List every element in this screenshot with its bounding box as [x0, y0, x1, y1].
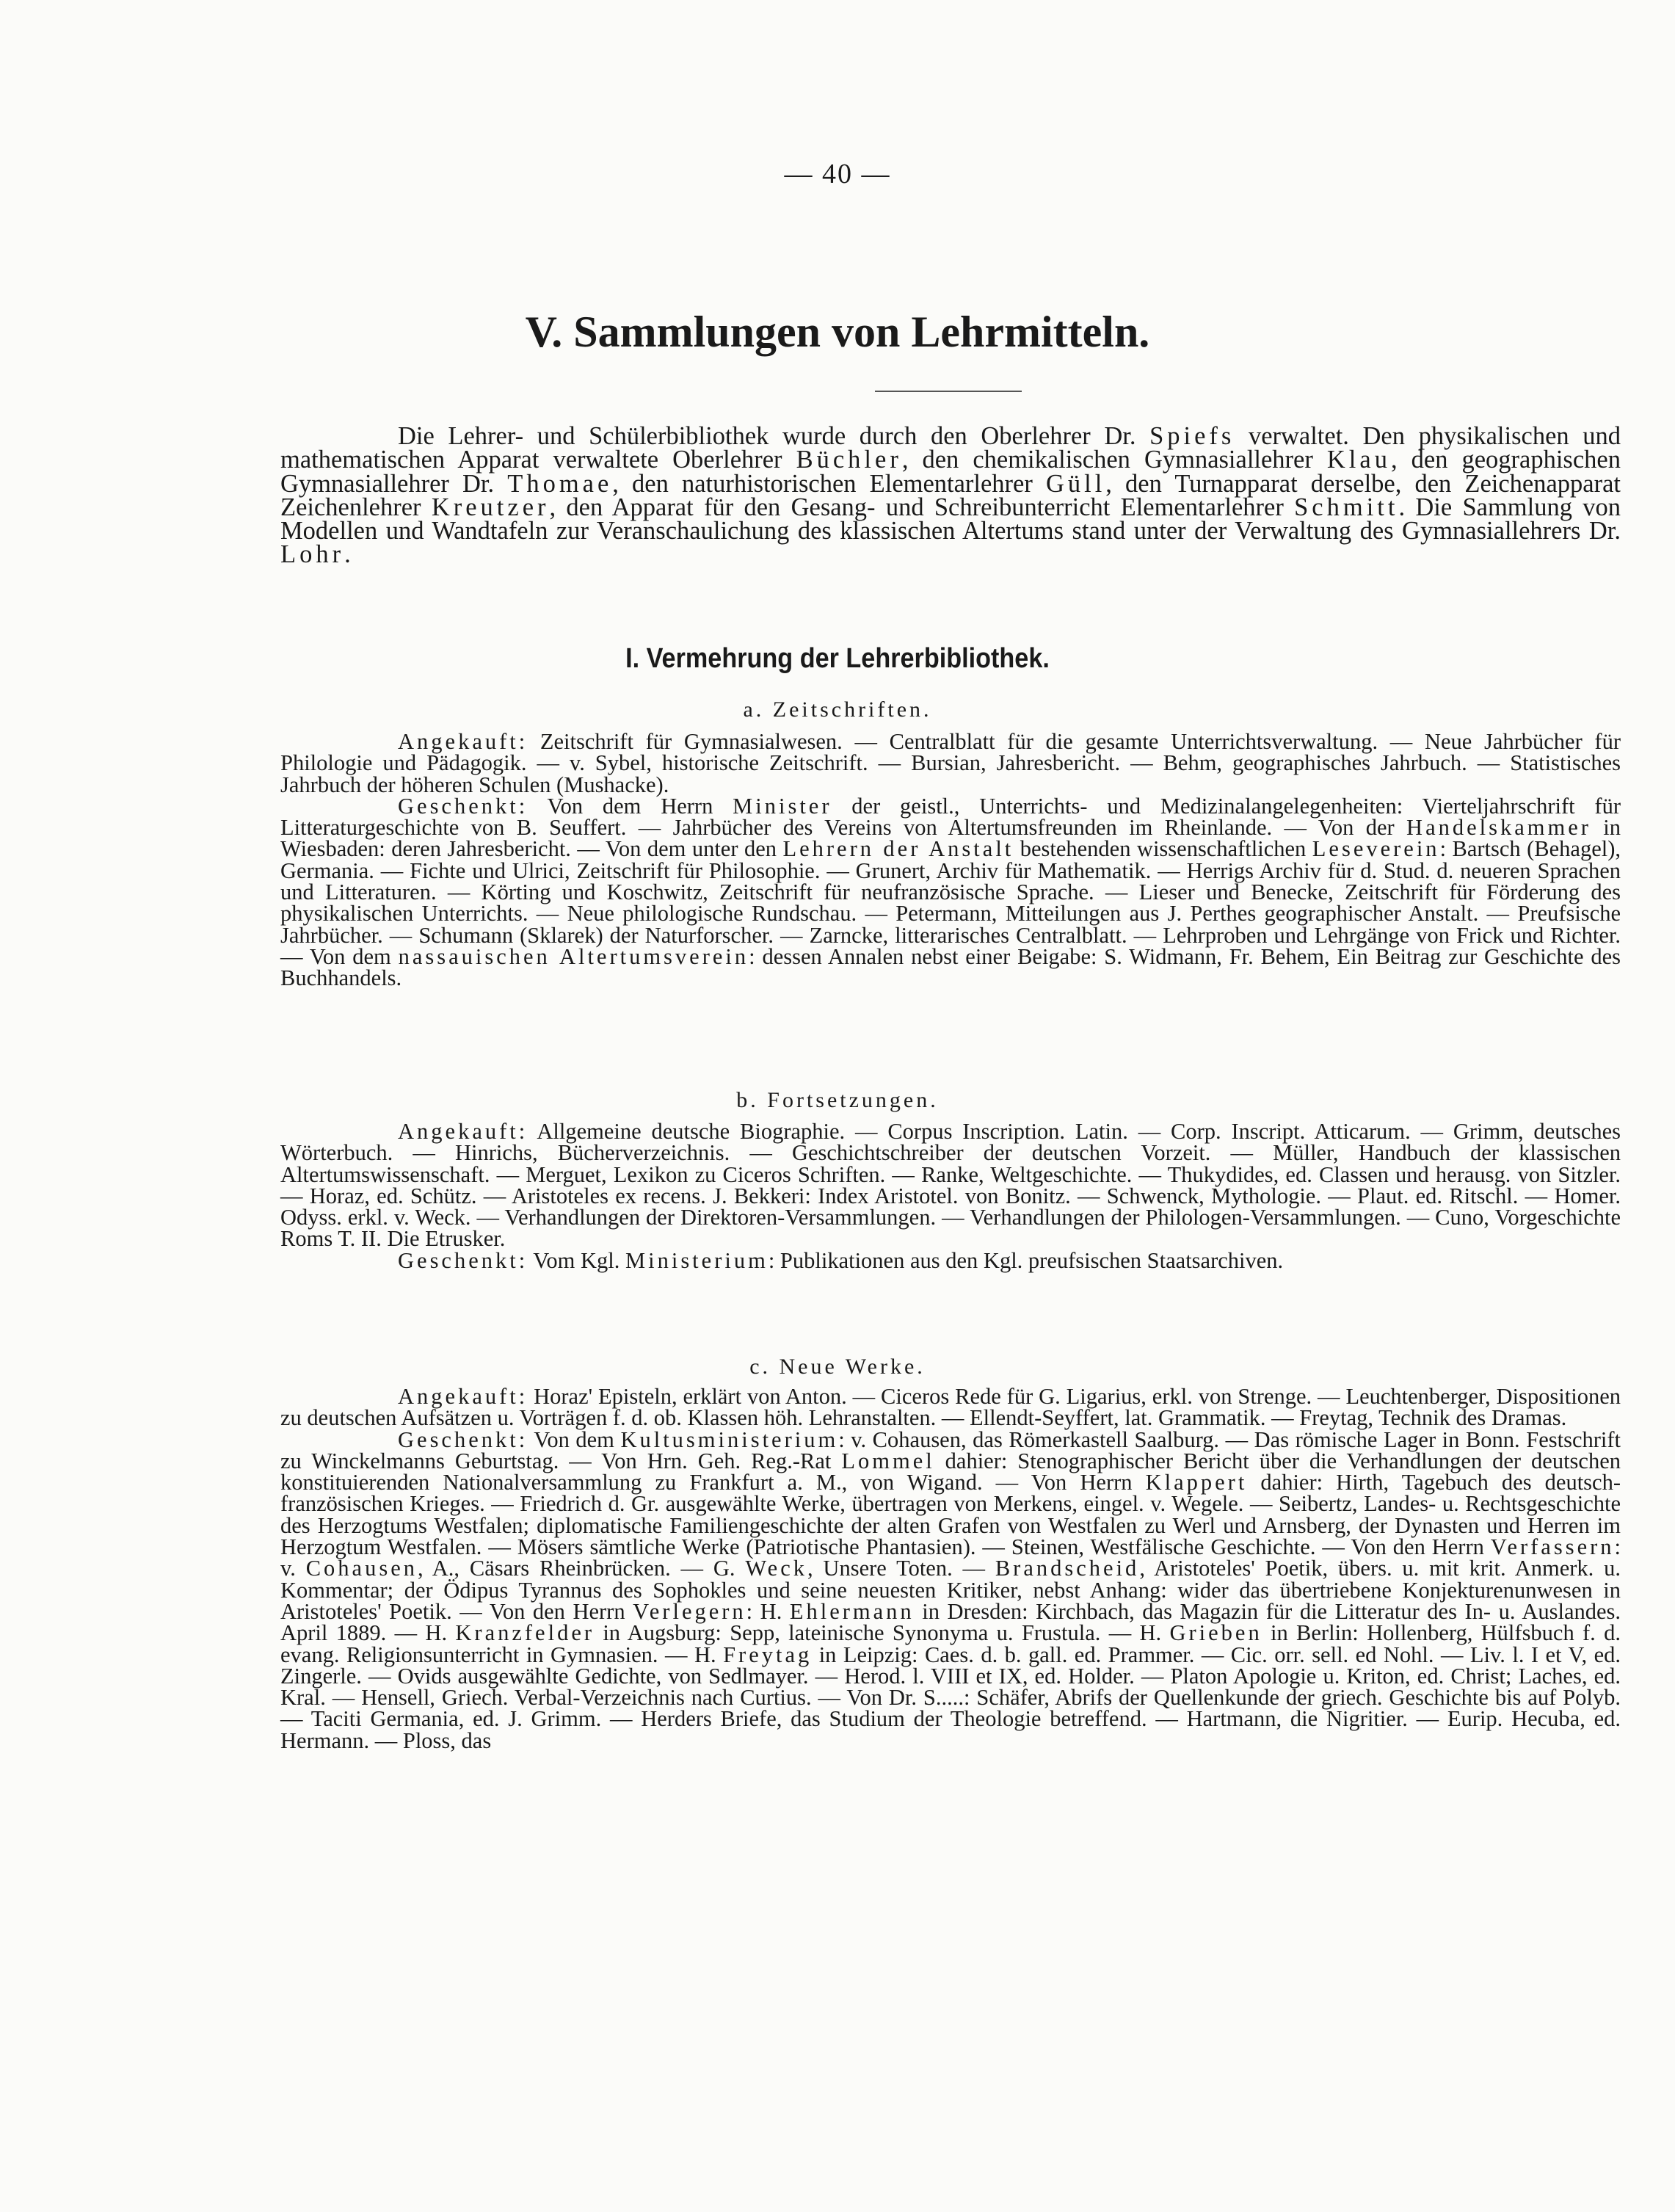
subheading-neue-werke: c. Neue Werke. [749, 1355, 926, 1379]
neue-werke-angekauft: Angekauft: Horaz' Episteln, erklärt von Anton. — Ciceros Rede für G. Ligarius, erkl. von Strenge. — Leuchtenberger, Dispositionen zu deutschen Aufsätzen u. Vorträgen f. d. ob. Klassen höh. Lehranstalten. — Ellendt-Seyffert, lat. Grammatik. — Freytag, Technik des Dramas. [280, 1384, 1621, 1431]
intro-paragraph-block [280, 424, 1621, 567]
neue-werke-geschenkt: Geschenkt: Von dem Kultusministerium: v. Cohausen, das Römerkastell Saalburg. — Das römische Lager in Bonn. Festschrift zu Winckelmanns Geburtstag. — Von Hrn. Geh. Reg.-Rat Lommel dahier: Stenographischer Bericht über die Verhandlungen der deutschen konstituierenden Nationalversammlung zu Frankfurt a. M., von Wigand. — Von Herrn Klappert dahier: Hirth, Tagebuch des deutsch-französischen Krieges. — Friedrich d. Gr. ausgewählte Werke, übertragen von Merkens, eingel. v. Wegele. — Seibertz, Landes- u. Rechtsgeschichte des Herzogtums Westfalen; diplomatische Familiengeschichte der alten Grafen von Westfalen zu Werl und Arnsberg, der Dynasten und Herren im Herzogtum Westfalen. — Mösers sämtliche Werke (Patriotische Phantasien). — Steinen, Westfälische Geschichte. — Von den Herrn Verfassern: v. Cohausen, A., Cäsars Rheinbrücken. — G. Weck, Unsere Toten. — Brandscheid, Aristoteles' Poetik, übers. u. mit krit. Anmerk. u. Kommentar; der Ödipus Tyrannus des Sophokles und seine neuesten Kritiker, nebst Anhang: wider das übertriebene Konjekturenunwesen in Aristoteles' Poetik. — Von den Herrn Verlegern: H. Ehlermann in Dresden: Kirchbach, das Magazin für die Litteratur des In- u. Auslandes. April 1889. — H. Kranzfelder in Augsburg: Sepp, lateinische Synonyma u. Frustula. — H. Grieben in Berlin: Hollenberg, Hülfsbuch f. d. evang. Religionsunterricht in Gymnasien. — H. Freytag in Leipzig: Caes. d. b. gall. ed. Prammer. — Cic. orr. sell. ed Nohl. — Liv. l. I et V, ed. Zingerle. — Ovids ausgewählte Gedichte, von Sedlmayer. — Herod. l. VIII et IX, ed. Holder. — Platon Apologie u. Kriton, ed. Christ; Laches, ed. Kral. — Hensell, Griech. Verbal-Verzeichnis nach Curtius. — Von Dr. S.....: Schäfer, Abrifs der Quellenkunde der griech. Geschichte bis auf Polyb. — Taciti Germania, ed. J. Grimm. — Herders Briefe, das Studium der Theologie betreffend. — Hartmann, die Nigritier. — Eurip. Hecuba, ed. Hermann. — Ploss, das [280, 1426, 1621, 1753]
zeitschriften-angekauft: Angekauft: Zeitschrift für Gymnasialwesen. — Centralblatt für die gesamte Unterrichtsverwaltung. — Neue Jahrbücher für Philologie und Pädagogik. — v. Sybel, historische Zeitschrift. — Bursian, Jahresbericht. — Behm, geographisches Jahrbuch. — Statistisches Jahrbuch der höheren Schulen (Mushacke). [280, 729, 1621, 797]
subheading-zeitschriften: a. Zeitschriften. [743, 697, 932, 722]
intro-paragraph: Die Lehrer- und Schülerbibliothek wurde durch den Oberlehrer Dr. Spiefs verwaltet. Den physikalischen und mathematischen Apparat verwaltete Oberlehrer Büchler, den chemikalischen Gymnasiallehrer Klau, den geographischen Gymnasiallehrer Dr. Thomae, den naturhistorischen Elementarlehrer Güll, den Turnapparat derselbe, den Zeichenapparat Zeichenlehrer Kreutzer, den Apparat für den Gesang- und Schreibunterricht Elementarlehrer Schmitt. Die Sammlung von Modellen und Wandtafeln zur Veranschaulichung des klassischen Altertums stand unter der Verwaltung des Gymnasiallehrers Dr. Lohr. [280, 422, 1621, 569]
section-heading: I. Vermehrung der Lehrerbibliothek. [625, 643, 1050, 674]
zeitschriften-block [280, 731, 1621, 990]
fortsetzungen-geschenkt: Geschenkt: Vom Kgl. Ministerium: Publikationen aus den Kgl. preufsischen Staatsarchiven. [398, 1247, 1284, 1273]
title-rule [875, 391, 1022, 392]
neue-werke-block [280, 1386, 1621, 1752]
zeitschriften-geschenkt: Geschenkt: Von dem Herrn Minister der geistl., Unterrichts- und Medizinalangelegenheiten: Vierteljahrschrift für Litteraturgeschichte von B. Seuffert. — Jahrbücher des Vereins von Altertumsfreunden im Rheinlande. — Von der Handelskammer in Wiesbaden: deren Jahresbericht. — Von dem unter den Lehrern der Anstalt bestehenden wissenschaftlichen Leseverein: Bartsch (Behagel), Germania. — Fichte und Ulrici, Zeitschrift für Philosophie. — Grunert, Archiv für Mathematik. — Herrigs Archiv für d. Stud. d. neueren Sprachen und Litteraturen. — Körting und Koschwitz, Zeitschrift für neufranzösische Sprache. — Lieser und Benecke, Zeitschrift für Förderung des physikalischen Unterrichts. — Neue philologische Rundschau. — Petermann, Mitteilungen aus J. Perthes geographischer Anstalt. — Preufsische Jahrbücher. — Schumann (Sklarek) der Naturforscher. — Zarncke, litterarisches Centralblatt. — Lehrproben und Lehrgänge von Frick und Richter. — Von dem nassauischen Altertumsverein: dessen Annalen nebst einer Beigabe: S. Widmann, Fr. Behem, Ein Beitrag zur Geschichte des Buchhandels. [280, 793, 1621, 991]
page-number: — 40 — [784, 159, 891, 189]
fortsetzungen-block [280, 1121, 1621, 1272]
chapter-title: V. Sammlungen von Lehrmitteln. [525, 308, 1150, 356]
fortsetzungen-angekauft: Angekauft: Allgemeine deutsche Biographie. — Corpus Inscription. Latin. — Corp. Inscript. Atticarum. — Grimm, deutsches Wörterbuch. — Hinrichs, Bücherverzeichnis. — Geschichtschreiber der deutschen Vorzeit. — Müller, Handbuch der klassischen Altertumswissenschaft. — Merguet, Lexikon zu Ciceros Schriften. — Ranke, Weltgeschichte. — Thukydides, ed. Classen und herausg. von Sitzler. — Horaz, ed. Schütz. — Aristoteles ex recens. J. Bekkeri: Index Aristotel. von Bonitz. — Schwenck, Mythologie. — Plaut. ed. Ritschl. — Homer. Odyss. erkl. v. Weck. — Verhandlungen der Direktoren-Versammlungen. — Verhandlungen der Philologen-Versammlungen. — Cuno, Vorgeschichte Roms T. II. Die Etrusker. [280, 1119, 1621, 1252]
subheading-fortsetzungen: b. Fortsetzungen. [736, 1088, 939, 1112]
